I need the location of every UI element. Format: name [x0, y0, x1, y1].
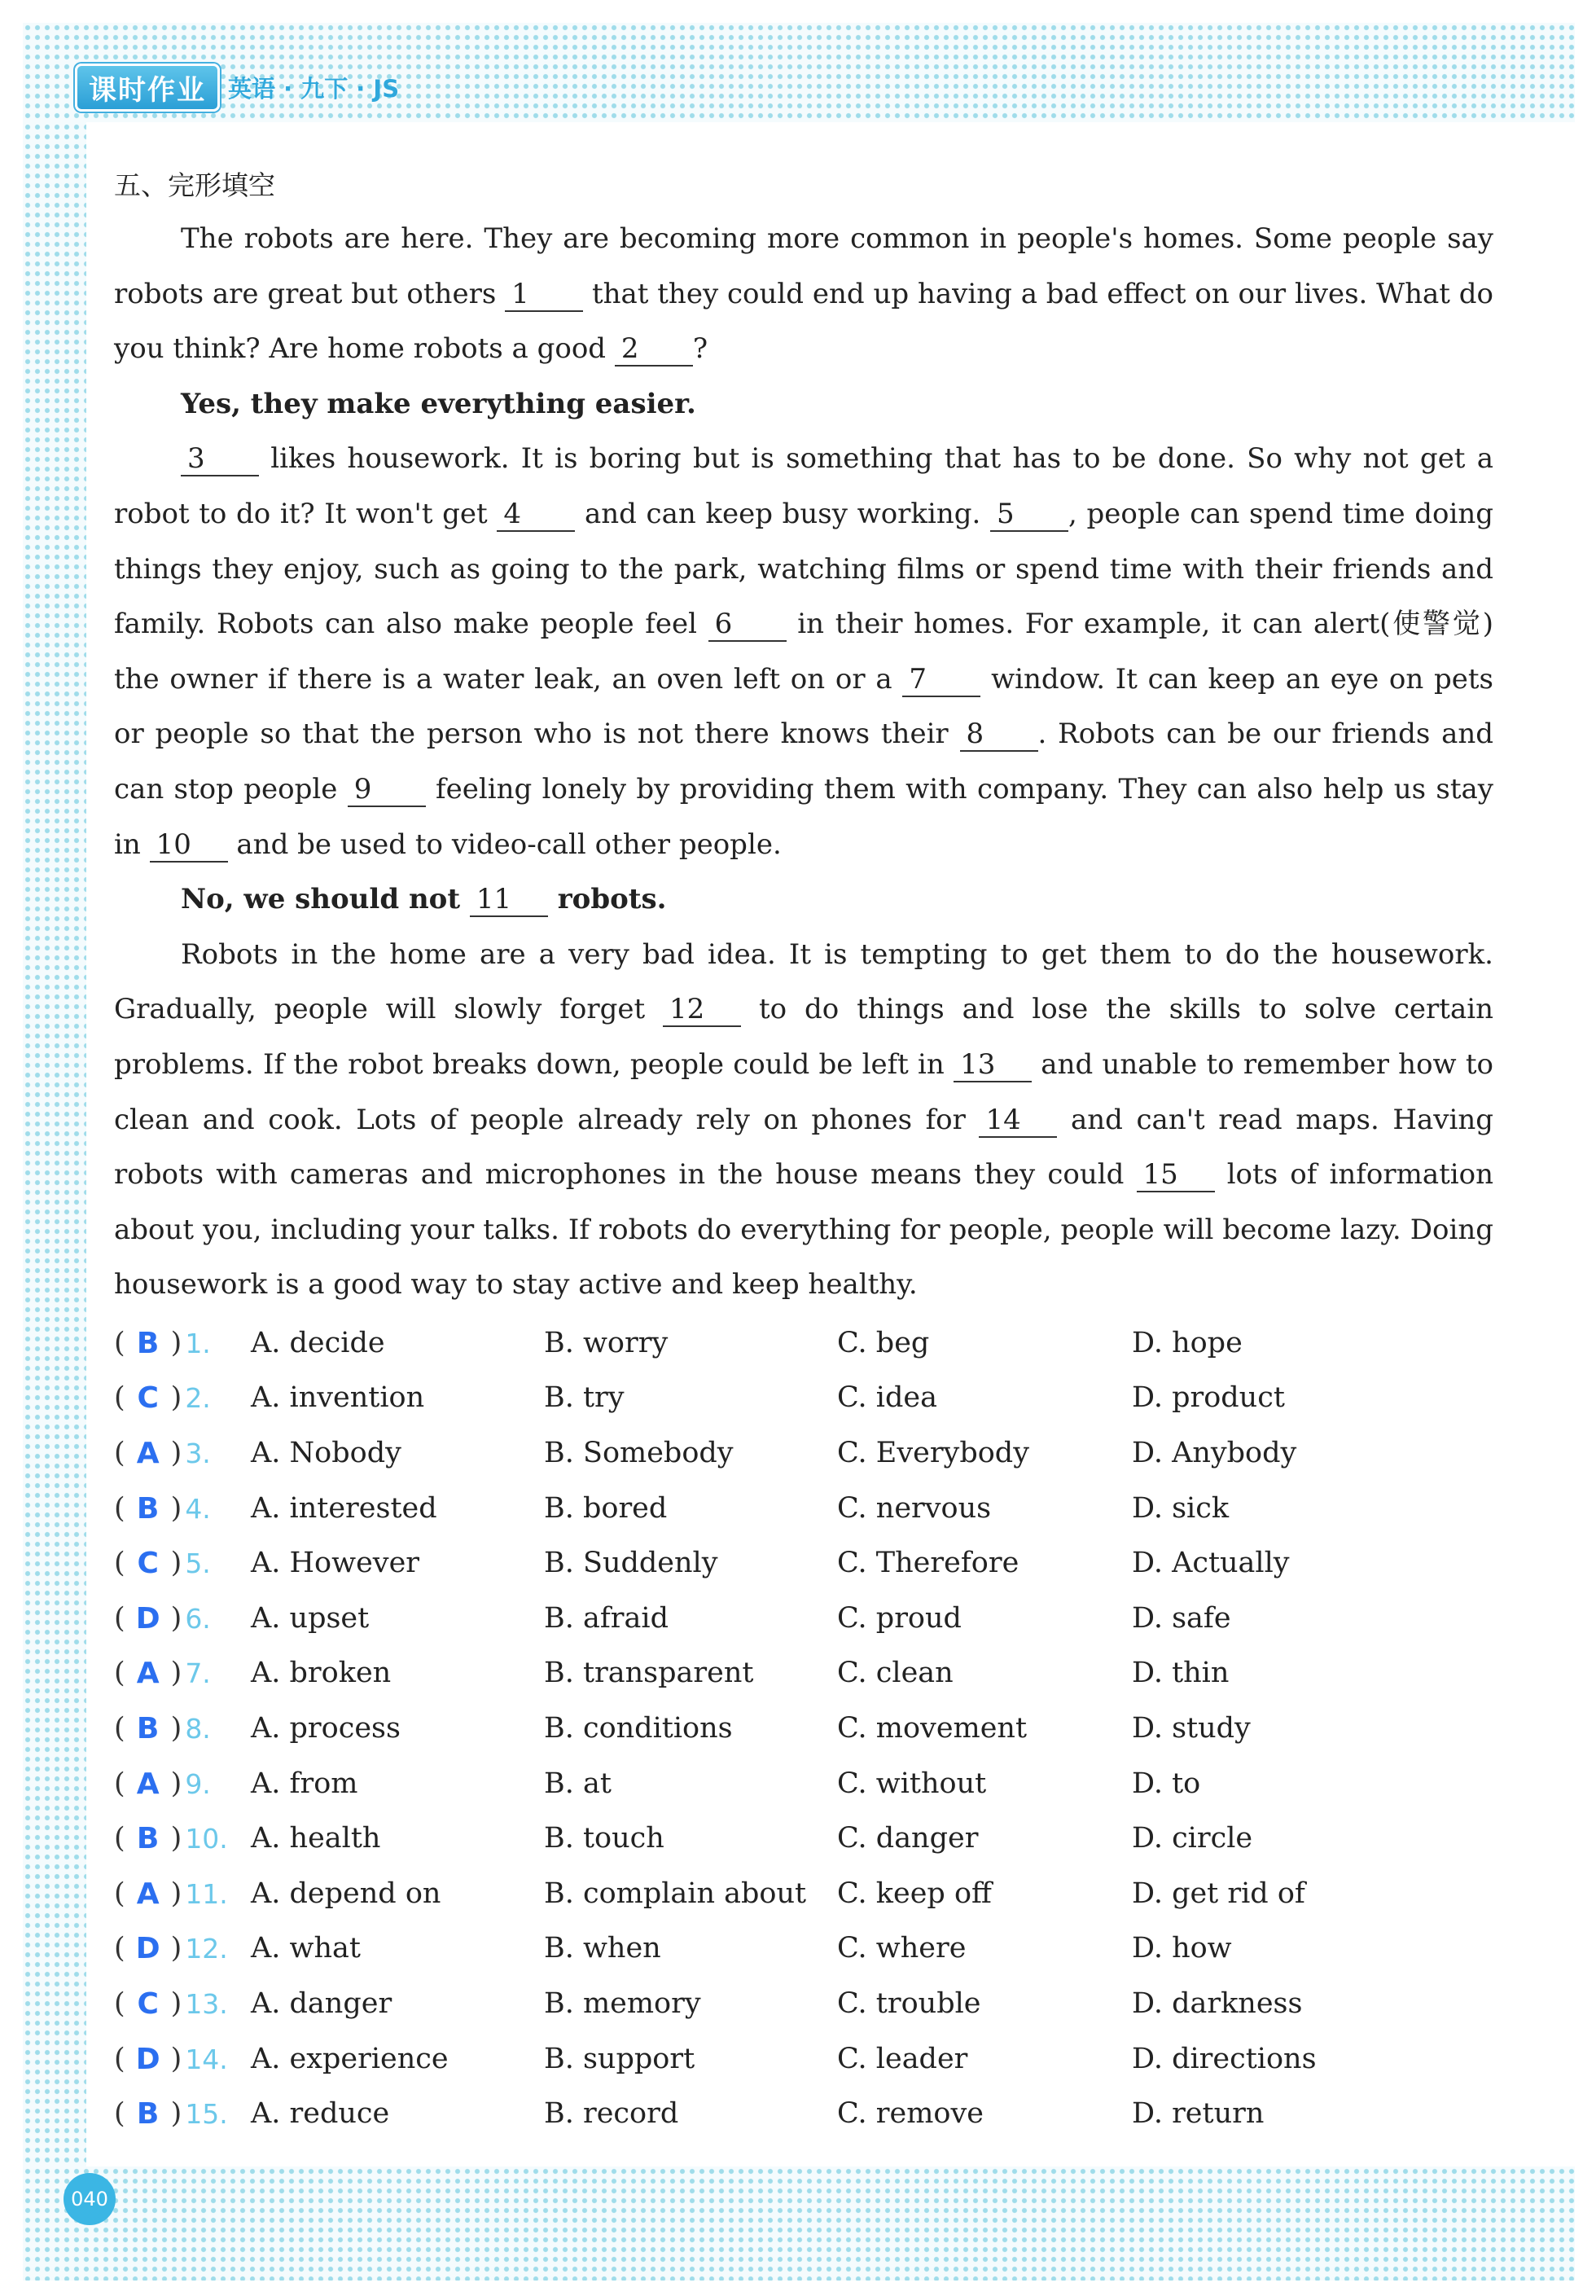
answer-bracket — [114, 1591, 251, 1647]
option-d: D. how — [1132, 1932, 1232, 1965]
passage-text: . Robots can be our friends and can stop people — [114, 718, 1494, 806]
question-row — [114, 1977, 1493, 2032]
question-row — [114, 1811, 1493, 1867]
open-paren: ( — [114, 1491, 125, 1525]
answer-letter: D — [135, 1932, 160, 1966]
option-d: D. study — [1132, 1712, 1251, 1745]
question-number: 3. — [185, 1438, 211, 1470]
page-header — [75, 68, 399, 106]
option-b: B. support — [544, 2042, 695, 2075]
blank-3: 3 — [181, 442, 259, 476]
option-a: A. invention — [251, 1381, 425, 1415]
answer-letter: A — [136, 1877, 160, 1911]
option-c: C. where — [837, 1932, 967, 1965]
option-b: B. bored — [544, 1491, 668, 1525]
open-paren: ( — [114, 2097, 125, 2131]
close-paren: ) — [170, 1767, 182, 1800]
question-number: 15. — [185, 2098, 228, 2131]
blank-7: 7 — [902, 663, 980, 697]
answer-bracket — [114, 1536, 251, 1591]
option-a: A. decide — [251, 1326, 385, 1359]
option-a: A. interested — [251, 1491, 437, 1525]
section-title: 五、完形填空 — [114, 169, 275, 201]
open-paren: ( — [114, 1657, 125, 1690]
option-a: A. danger — [251, 1987, 392, 2020]
passage-paragraph-1 — [114, 212, 1493, 377]
option-d: D. to — [1132, 1767, 1201, 1800]
question-number: 13. — [185, 1988, 228, 2020]
open-paren: ( — [114, 1326, 125, 1359]
answer-bracket — [114, 1757, 251, 1812]
answer-bracket — [114, 1977, 251, 2032]
passage-text: , people can spend time doing things they enjoy, such as going to the park, watching films or spend time with their friends and family. Robots can also make people feel — [114, 497, 1493, 641]
open-paren: ( — [114, 1547, 125, 1580]
answer-letter: B — [136, 1712, 160, 1746]
answer-letter: C — [137, 1987, 159, 2021]
footer-dot-band — [23, 2166, 1575, 2281]
question-row — [114, 2032, 1493, 2087]
open-paren: ( — [114, 1712, 125, 1745]
answer-letter: A — [136, 1657, 160, 1691]
answer-letter: A — [136, 1437, 160, 1471]
answer-bracket — [114, 2087, 251, 2142]
option-d: D. darkness — [1132, 1987, 1303, 2020]
option-d: D. circle — [1132, 1822, 1253, 1855]
close-paren: ) — [170, 1657, 182, 1690]
question-number: 5. — [185, 1547, 211, 1580]
option-c: C. idea — [837, 1381, 937, 1415]
option-b: B. when — [544, 1932, 661, 1965]
option-c: C. Therefore — [837, 1547, 1019, 1580]
answer-bracket — [114, 1867, 251, 1922]
answer-options-list — [114, 1316, 1493, 2142]
open-paren: ( — [114, 1437, 125, 1470]
close-paren: ) — [170, 1381, 182, 1415]
question-row — [114, 1482, 1493, 1537]
answer-bracket — [114, 1646, 251, 1701]
option-b: B. transparent — [544, 1657, 754, 1690]
option-a: A. what — [251, 1932, 361, 1965]
option-d: D. hope — [1132, 1326, 1243, 1359]
blank-1: 1 — [505, 278, 583, 312]
close-paren: ) — [170, 2097, 182, 2131]
close-paren: ) — [170, 1877, 182, 1910]
answer-letter: B — [136, 2097, 160, 2131]
heading-no-text: robots. — [557, 883, 667, 916]
blank-14: 14 — [979, 1104, 1057, 1138]
option-a: A. broken — [251, 1657, 392, 1690]
passage-text: and can't read maps. Having robots with cameras and microphones in the house means they could — [114, 1103, 1493, 1192]
option-d: D. product — [1132, 1381, 1285, 1415]
option-a: A. health — [251, 1822, 381, 1855]
question-row — [114, 1536, 1493, 1591]
passage-text: that they could end up having a bad effect on our lives. What do you think? Are home robots a good — [114, 277, 1493, 366]
answer-bracket — [114, 1701, 251, 1757]
question-number: 4. — [185, 1492, 211, 1525]
close-paren: ) — [170, 1932, 182, 1965]
close-paren: ) — [170, 1712, 182, 1745]
open-paren: ( — [114, 1381, 125, 1415]
question-row — [114, 1701, 1493, 1757]
open-paren: ( — [114, 1822, 125, 1855]
question-number: 7. — [185, 1657, 211, 1690]
answer-letter: D — [135, 2042, 160, 2076]
heading-no-text: No, we should not — [181, 883, 461, 916]
close-paren: ) — [170, 1987, 182, 2020]
passage-text: and can keep busy working. — [584, 497, 981, 530]
answer-bracket — [114, 1482, 251, 1537]
option-d: D. Anybody — [1132, 1437, 1297, 1470]
passage-text: and be used to video-call other people. — [236, 828, 782, 861]
answer-bracket — [114, 1371, 251, 1426]
option-a: A. reduce — [251, 2097, 390, 2131]
blank-8: 8 — [960, 718, 1038, 752]
option-b: B. conditions — [544, 1712, 733, 1745]
close-paren: ) — [170, 1601, 182, 1635]
question-number: 6. — [185, 1602, 211, 1635]
option-c: C. remove — [837, 2097, 984, 2131]
option-c: C. keep off — [837, 1877, 992, 1910]
question-row — [114, 1921, 1493, 1977]
option-d: D. safe — [1132, 1601, 1231, 1635]
option-d: D. sick — [1132, 1491, 1230, 1525]
exercise-content — [114, 160, 1493, 2142]
passage-text: feeling lonely by providing them with company. They can also help us stay in — [114, 772, 1493, 861]
question-number: 10. — [185, 1823, 228, 1855]
passage-text: ? — [692, 332, 708, 366]
option-c: C. nervous — [837, 1491, 992, 1525]
option-d: D. get rid of — [1132, 1877, 1305, 1910]
option-c: C. clean — [837, 1657, 954, 1690]
close-paren: ) — [170, 1437, 182, 1470]
blank-5: 5 — [990, 498, 1068, 532]
question-row — [114, 1426, 1493, 1482]
option-a: A. experience — [251, 2042, 449, 2075]
answer-bracket — [114, 2032, 251, 2087]
option-a: A. Nobody — [251, 1437, 401, 1470]
option-b: B. worry — [544, 1326, 669, 1359]
option-d: D. directions — [1132, 2042, 1317, 2075]
question-number: 11. — [185, 1877, 228, 1910]
open-paren: ( — [114, 1601, 125, 1635]
answer-bracket — [114, 1811, 251, 1867]
passage-text: likes housework. It is boring but is something that has to be done. So why not get a robot to do it? It won't get — [114, 442, 1493, 530]
blank-6: 6 — [708, 608, 787, 642]
page-number: 040 — [64, 2173, 116, 2225]
passage-text: Robots in the home are a very bad idea. It is tempting to get them to do the housework. Gradually, people will slowly forget — [114, 937, 1493, 1026]
open-paren: ( — [114, 1877, 125, 1910]
answer-letter: C — [137, 1547, 159, 1581]
blank-12: 12 — [663, 993, 741, 1027]
option-b: B. touch — [544, 1822, 664, 1855]
option-a: A. depend on — [251, 1877, 441, 1910]
option-b: B. Suddenly — [544, 1547, 718, 1580]
question-number: 8. — [185, 1713, 211, 1745]
option-a: A. from — [251, 1767, 358, 1800]
answer-letter: B — [136, 1491, 160, 1526]
passage-paragraph-2 — [114, 432, 1493, 872]
answer-letter: B — [136, 1822, 160, 1856]
left-dot-band — [23, 122, 86, 2207]
option-b: B. memory — [544, 1987, 701, 2020]
heading-yes: Yes, they make everything easier. — [181, 387, 696, 420]
question-row — [114, 1646, 1493, 1701]
open-paren: ( — [114, 1932, 125, 1965]
question-row — [114, 2087, 1493, 2142]
option-c: C. movement — [837, 1712, 1028, 1745]
passage-paragraph-3 — [114, 928, 1493, 1313]
option-b: B. Somebody — [544, 1437, 734, 1470]
option-c: C. without — [837, 1767, 987, 1800]
option-a: A. upset — [251, 1601, 370, 1635]
question-row — [114, 1371, 1493, 1426]
blank-11: 11 — [470, 883, 548, 917]
close-paren: ) — [170, 1326, 182, 1359]
question-number: 9. — [185, 1767, 211, 1800]
option-c: C. proud — [837, 1601, 962, 1635]
blank-4: 4 — [497, 498, 575, 532]
heading-no — [114, 872, 1493, 928]
option-a: A. However — [251, 1547, 420, 1580]
blank-10: 10 — [150, 828, 228, 863]
question-number: 12. — [185, 1933, 228, 1965]
answer-letter: B — [136, 1326, 160, 1360]
blank-13: 13 — [954, 1048, 1032, 1082]
answer-bracket — [114, 1426, 251, 1482]
question-row — [114, 1316, 1493, 1372]
question-row — [114, 1867, 1493, 1922]
blank-2: 2 — [615, 332, 693, 367]
question-row — [114, 1757, 1493, 1812]
close-paren: ) — [170, 1491, 182, 1525]
passage-text: window. It can keep an eye on pets or people so that the person who is not there knows their — [114, 662, 1494, 751]
answer-letter: A — [136, 1767, 160, 1801]
option-d: D. thin — [1132, 1657, 1230, 1690]
option-a: A. process — [251, 1712, 401, 1745]
close-paren: ) — [170, 1822, 182, 1855]
option-c: C. beg — [837, 1326, 930, 1359]
passage-text: and unable to remember how to clean and cook. Lots of people already rely on phones for — [114, 1047, 1494, 1136]
passage-text: in their homes. For example, it can alert(使警觉) the owner if there is a water leak, an oven left on or a — [114, 608, 1494, 696]
option-c: C. leader — [837, 2042, 968, 2075]
question-row — [114, 1591, 1493, 1647]
answer-bracket — [114, 1316, 251, 1372]
answer-bracket — [114, 1921, 251, 1977]
question-number: 1. — [185, 1327, 211, 1359]
option-c: C. trouble — [837, 1987, 981, 2020]
brand-logo: 课时作业 — [75, 64, 220, 112]
answer-letter: D — [135, 1601, 160, 1635]
passage-text: The robots are here. They are becoming more common in people's homes. Some people say robots are great but others — [114, 222, 1493, 310]
answer-letter: C — [137, 1381, 159, 1416]
option-d: D. return — [1132, 2097, 1265, 2131]
subject-label: 英语 · 九下 · JS — [228, 74, 400, 103]
option-b: B. try — [544, 1381, 625, 1415]
blank-9: 9 — [348, 773, 426, 807]
open-paren: ( — [114, 2042, 125, 2075]
option-b: B. afraid — [544, 1601, 669, 1635]
passage-text: to do things and lose the skills to solve certain problems. If the robot breaks down, people could be left in — [114, 993, 1493, 1081]
passage-text: lots of information about you, including your talks. If robots do everything for people, people will become lazy. Doing housework is a good way to stay active and keep healthy. — [114, 1158, 1493, 1302]
option-b: B. complain about — [544, 1877, 807, 1910]
option-c: C. Everybody — [837, 1437, 1029, 1470]
option-b: B. record — [544, 2097, 679, 2131]
open-paren: ( — [114, 1987, 125, 2020]
option-b: B. at — [544, 1767, 612, 1800]
option-d: D. Actually — [1132, 1547, 1290, 1580]
question-number: 2. — [185, 1382, 211, 1415]
question-number: 14. — [185, 2043, 228, 2075]
close-paren: ) — [170, 2042, 182, 2075]
option-c: C. danger — [837, 1822, 979, 1855]
blank-15: 15 — [1137, 1158, 1215, 1192]
open-paren: ( — [114, 1767, 125, 1800]
close-paren: ) — [170, 1547, 182, 1580]
